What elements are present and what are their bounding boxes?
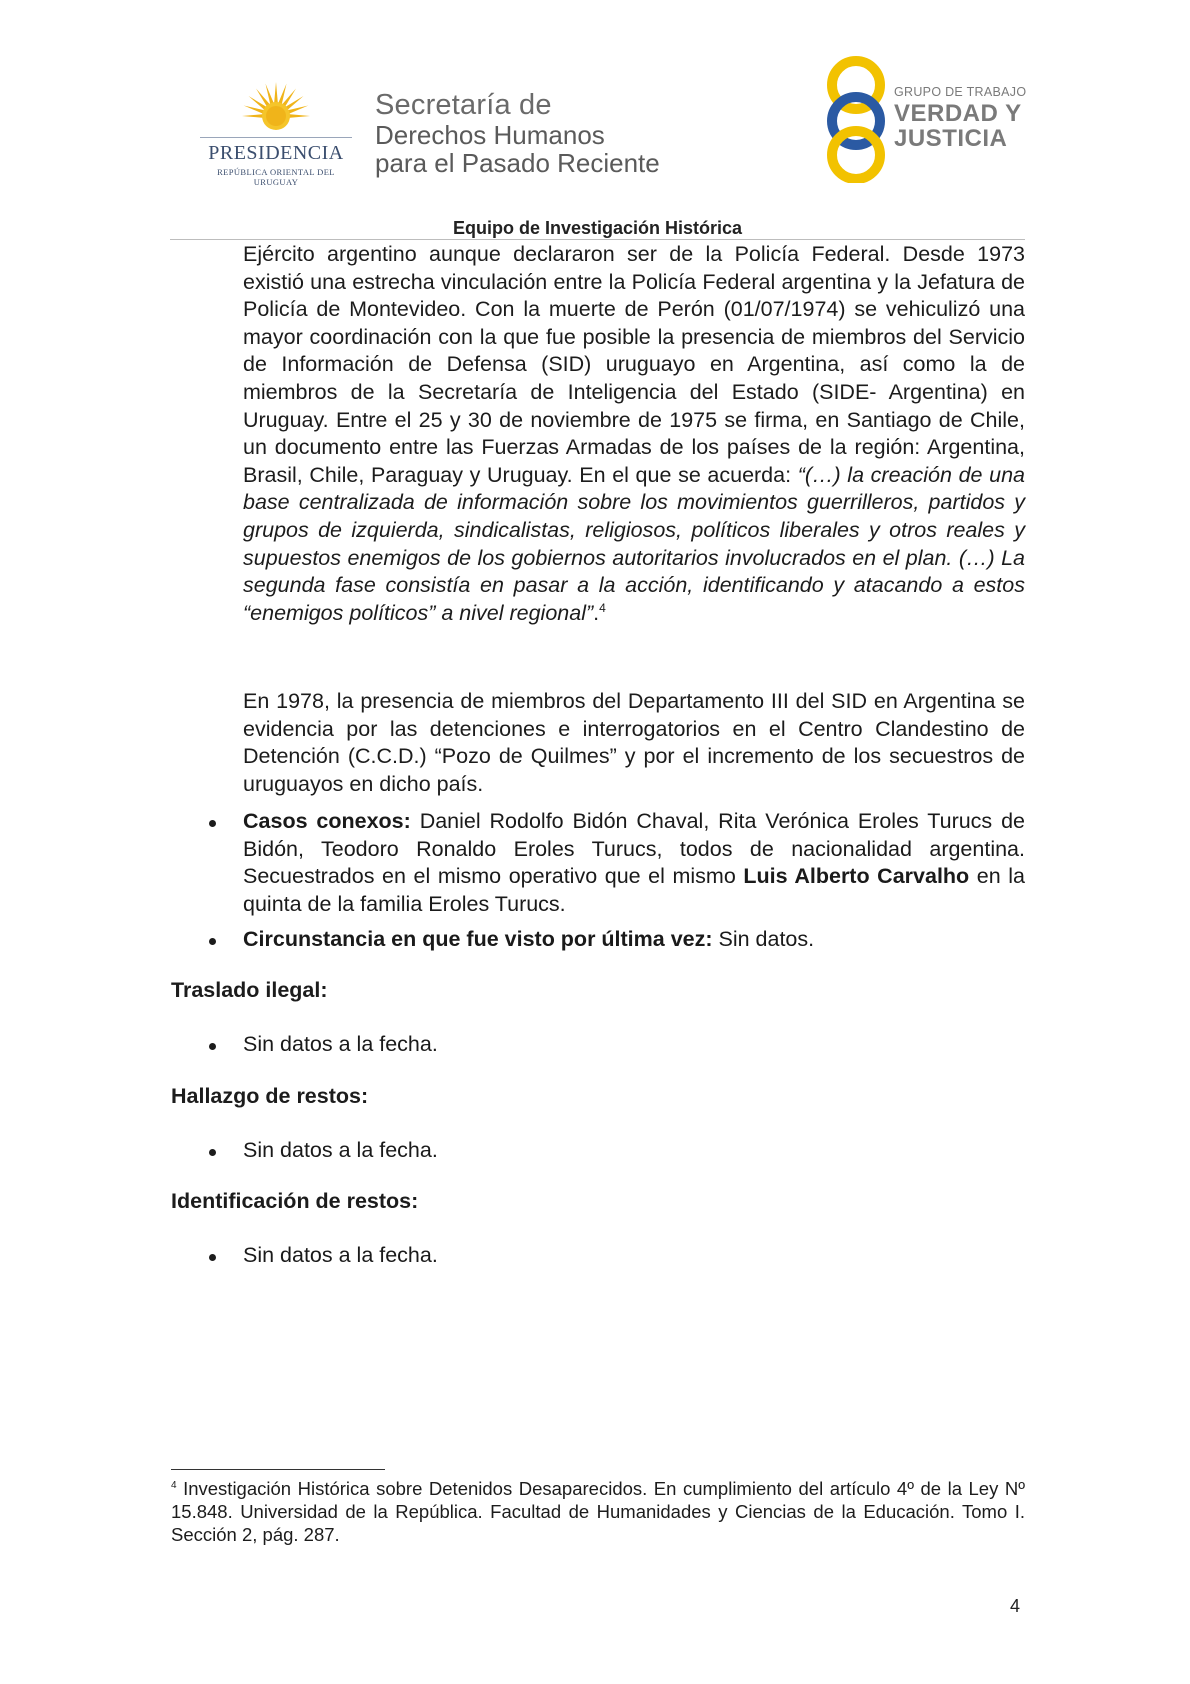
list-item-traslado: Sin datos a la fecha. [243, 1031, 438, 1059]
casos-name: Luis Alberto Carvalho [743, 864, 970, 889]
header-rule [170, 239, 1025, 240]
circunstancia-text: Sin datos. [712, 927, 815, 951]
secretaria-line2: Derechos Humanos [375, 120, 605, 150]
page-number: 4 [1010, 1596, 1021, 1616]
vyj-subtitle: GRUPO DE TRABAJO [894, 85, 1027, 99]
casos-text-1: Daniel Rodolfo Bidón Chaval, Rita Verónica Eroles Turucs de Bidón, Teodoro Ronaldo Eroles Turucs, todos de nacionalidad argentina. Secuestrados en el mismo operativo que el mismo [243, 809, 1025, 889]
rings-icon [820, 55, 892, 183]
vyj-title-line2: JUSTICIA [894, 125, 1008, 152]
circunstancia-label: Circunstancia en que fue visto por última vez: [243, 927, 713, 951]
presidencia-logo [196, 80, 356, 187]
paragraph-1 [243, 241, 1025, 627]
paragraph-1-text: Ejército argentino aunque declararon ser de la Policía Federal. Desde 1973 existió una estrecha vinculación entre la Policía Federal argentina y la Jefatura de Policía de Montevideo. Con la muerte de Perón (01/07/1974) se vehiculizó una mayor coordinación con la que fue posible la presencia de miembros del Servicio de Información de Defensa (SID) uruguayo en Argentina, así como la de miembros de la Secretaría de Inteligencia del Estado (SIDE- Argentina) en Uruguay. Entre el 25 y 30 de noviembre de 1975 se firma, en Santiago de Chile, un documento entre las Fuerzas Armadas de los países de la región: Argentina, Brasil, Chile, Paraguay y Uruguay. En el que se acuerda: [243, 242, 1025, 487]
secretaria-logo-text [375, 90, 660, 177]
team-title: Equipo de Investigación Histórica [452, 218, 743, 238]
casos-label: Casos conexos: [243, 809, 411, 833]
footnote-text: Investigación Histórica sobre Detenidos Desaparecidos. En cumplimiento del artículo 4º de la Ley Nº 15.848. Universidad de la República. Facultad de Humanidades y Ciencias de la Educación. Tomo I. Sección 2, pág. 287. [171, 1478, 1025, 1545]
list-item-circunstancia [243, 926, 814, 954]
list-item-hallazgo: Sin datos a la fecha. [243, 1137, 438, 1165]
paragraph-1-quote: “(…) la creación de una base centralizada de información sobre los movimientos guerrilleros, partidos y grupos de izquierda, sindicalistas, religiosos, políticos liberales y otros reales y supuestos enemigos de los gobiernos autoritarios involucrados en el plan. (…) La segunda fase consistía en pasar a la acción, identificando y atacando a estos “enemigos políticos” a nivel regional” [243, 462, 1025, 625]
paragraph-1-end: . [593, 600, 600, 625]
presidencia-name: PRESIDENCIA [208, 142, 344, 164]
presidencia-divider [200, 137, 352, 138]
section-heading-traslado: Traslado ilegal: [171, 978, 328, 1002]
list-item-identificacion: Sin datos a la fecha. [243, 1242, 438, 1270]
section-heading-hallazgo: Hallazgo de restos: [171, 1084, 369, 1108]
secretaria-line3: para el Pasado Reciente [375, 148, 660, 178]
paragraph-2: En 1978, la presencia de miembros del Departamento III del SID en Argentina se evidencia por las detenciones e interrogatorios en el Centro Clandestino de Detención (C.C.D.) “Pozo de Quilmes” y por el incremento de los secuestros de uruguayos en dicho país. [243, 689, 1025, 796]
footnote-ref[interactable]: 4 [599, 600, 606, 615]
footnote-rule [171, 1469, 385, 1470]
verdad-justicia-logo [820, 55, 1030, 183]
secretaria-line1: Secretaría de [375, 89, 552, 121]
vyj-title-line1: VERDAD Y [894, 100, 1022, 127]
list-item-casos-conexos [243, 808, 1025, 918]
footnote [171, 1477, 1025, 1546]
casos-text-2: en la quinta de la familia Eroles Turucs. [243, 864, 1025, 916]
section-heading-identificacion: Identificación de restos: [171, 1189, 419, 1213]
sun-icon [234, 80, 318, 138]
footnote-number: 4 [171, 1479, 177, 1491]
presidencia-subtitle: REPÚBLICA ORIENTAL DEL URUGUAY [217, 167, 335, 187]
